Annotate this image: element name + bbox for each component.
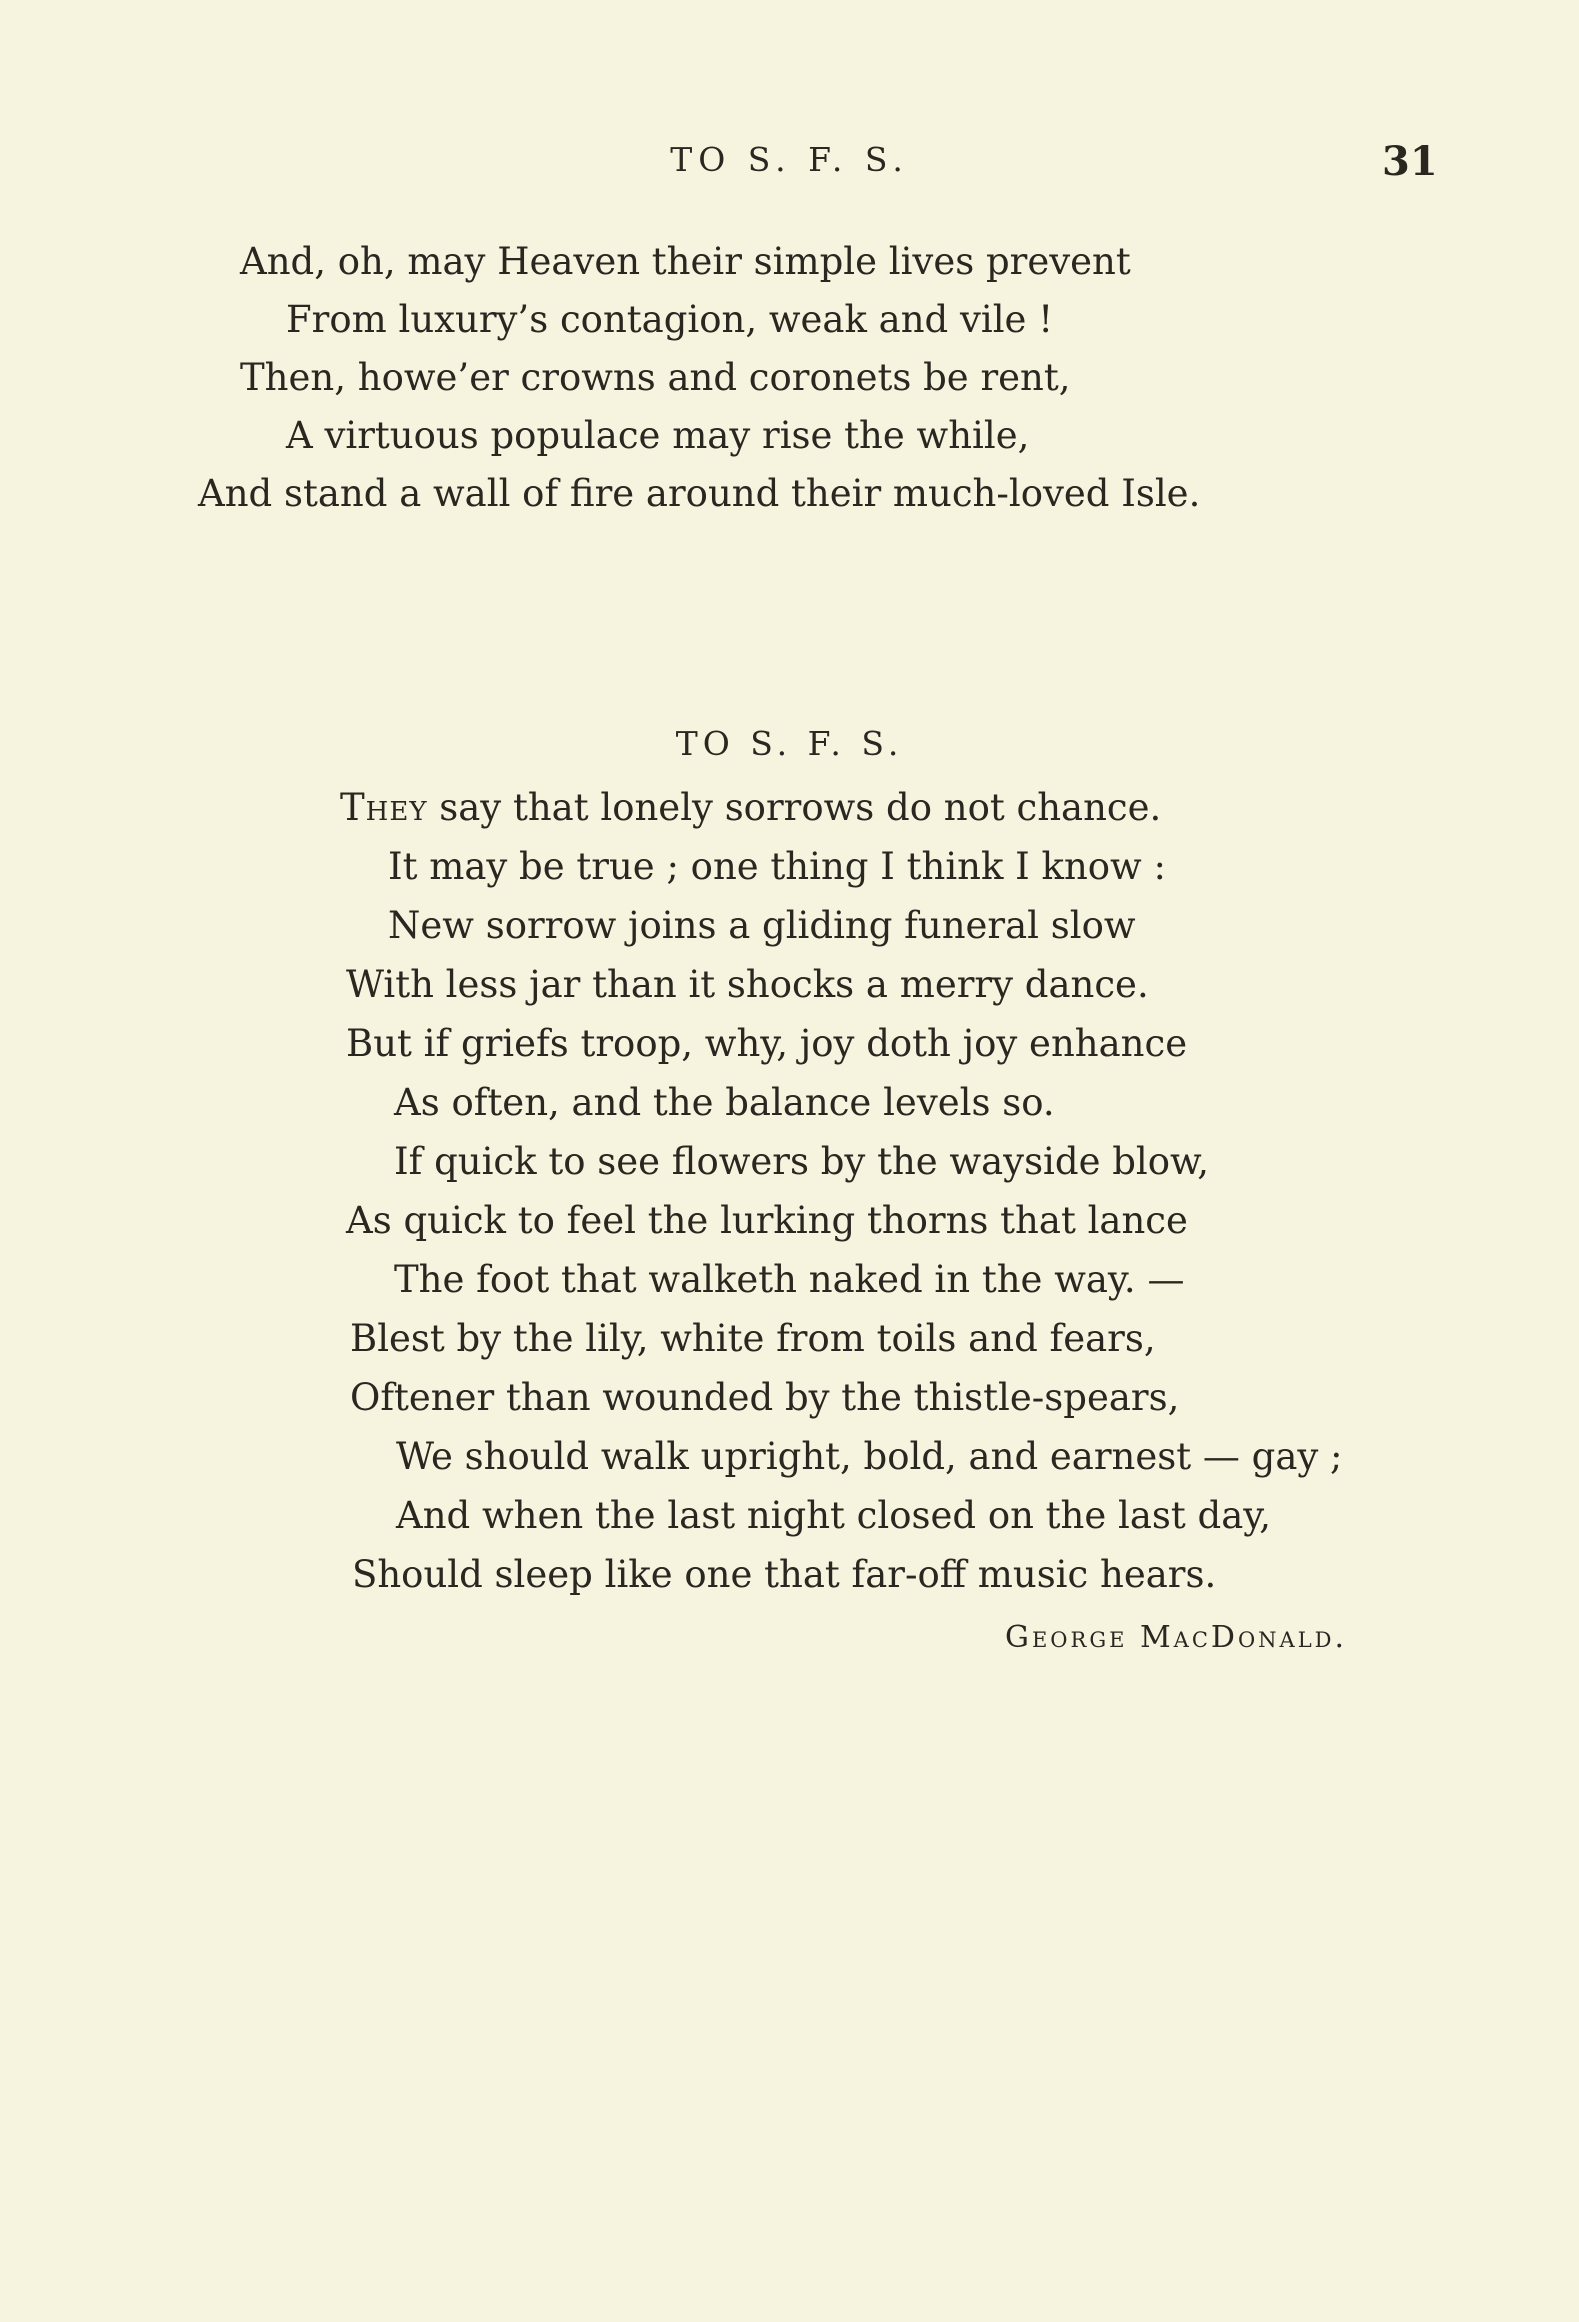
poem-line-first (340, 786, 1161, 830)
first-line-rest: say that lonely sorrows do not chance. (427, 786, 1162, 829)
prev-poem-line: Then, howe’er crowns and coronets be rent, (240, 356, 1071, 399)
page-number: 31 (1382, 138, 1438, 185)
prev-poem-line: From luxury’s contagion, weak and vile ! (286, 298, 1054, 341)
prev-poem-line: And, oh, may Heaven their simple lives prevent (240, 240, 1131, 283)
poem-line: And when the last night closed on the last day, (396, 1494, 1272, 1537)
running-head: TO S. F. S. (670, 140, 909, 179)
prev-poem-line: A virtuous populace may rise the while, (286, 414, 1030, 457)
poem-line: Should sleep like one that far-off music hears. (352, 1553, 1217, 1596)
poem-line: If quick to see flowers by the wayside blow, (394, 1140, 1210, 1183)
poem-line: As often, and the balance levels so. (394, 1081, 1055, 1124)
poem-line: But if griefs troop, why, joy doth joy enhance (346, 1022, 1188, 1065)
first-word: They (340, 786, 428, 829)
poem-title: TO S. F. S. (675, 724, 904, 763)
poem-line: New sorrow joins a gliding funeral slow (388, 904, 1136, 947)
poem-line: The foot that walketh naked in the way. — (394, 1258, 1185, 1301)
poem-line: It may be true ; one thing I think I know : (388, 845, 1166, 888)
author-signature: George MacDonald. (1005, 1620, 1348, 1655)
poem-line: Oftener than wounded by the thistle-spears, (350, 1376, 1180, 1419)
poem-line: As quick to feel the lurking thorns that lance (346, 1199, 1188, 1242)
prev-poem-line: And stand a wall of fire around their much-loved Isle. (198, 472, 1201, 515)
poem-line: We should walk upright, bold, and earnest — gay ; (396, 1435, 1343, 1478)
poem-line: With less jar than it shocks a merry dance. (346, 963, 1149, 1006)
poem-line: Blest by the lily, white from toils and fears, (350, 1317, 1156, 1360)
